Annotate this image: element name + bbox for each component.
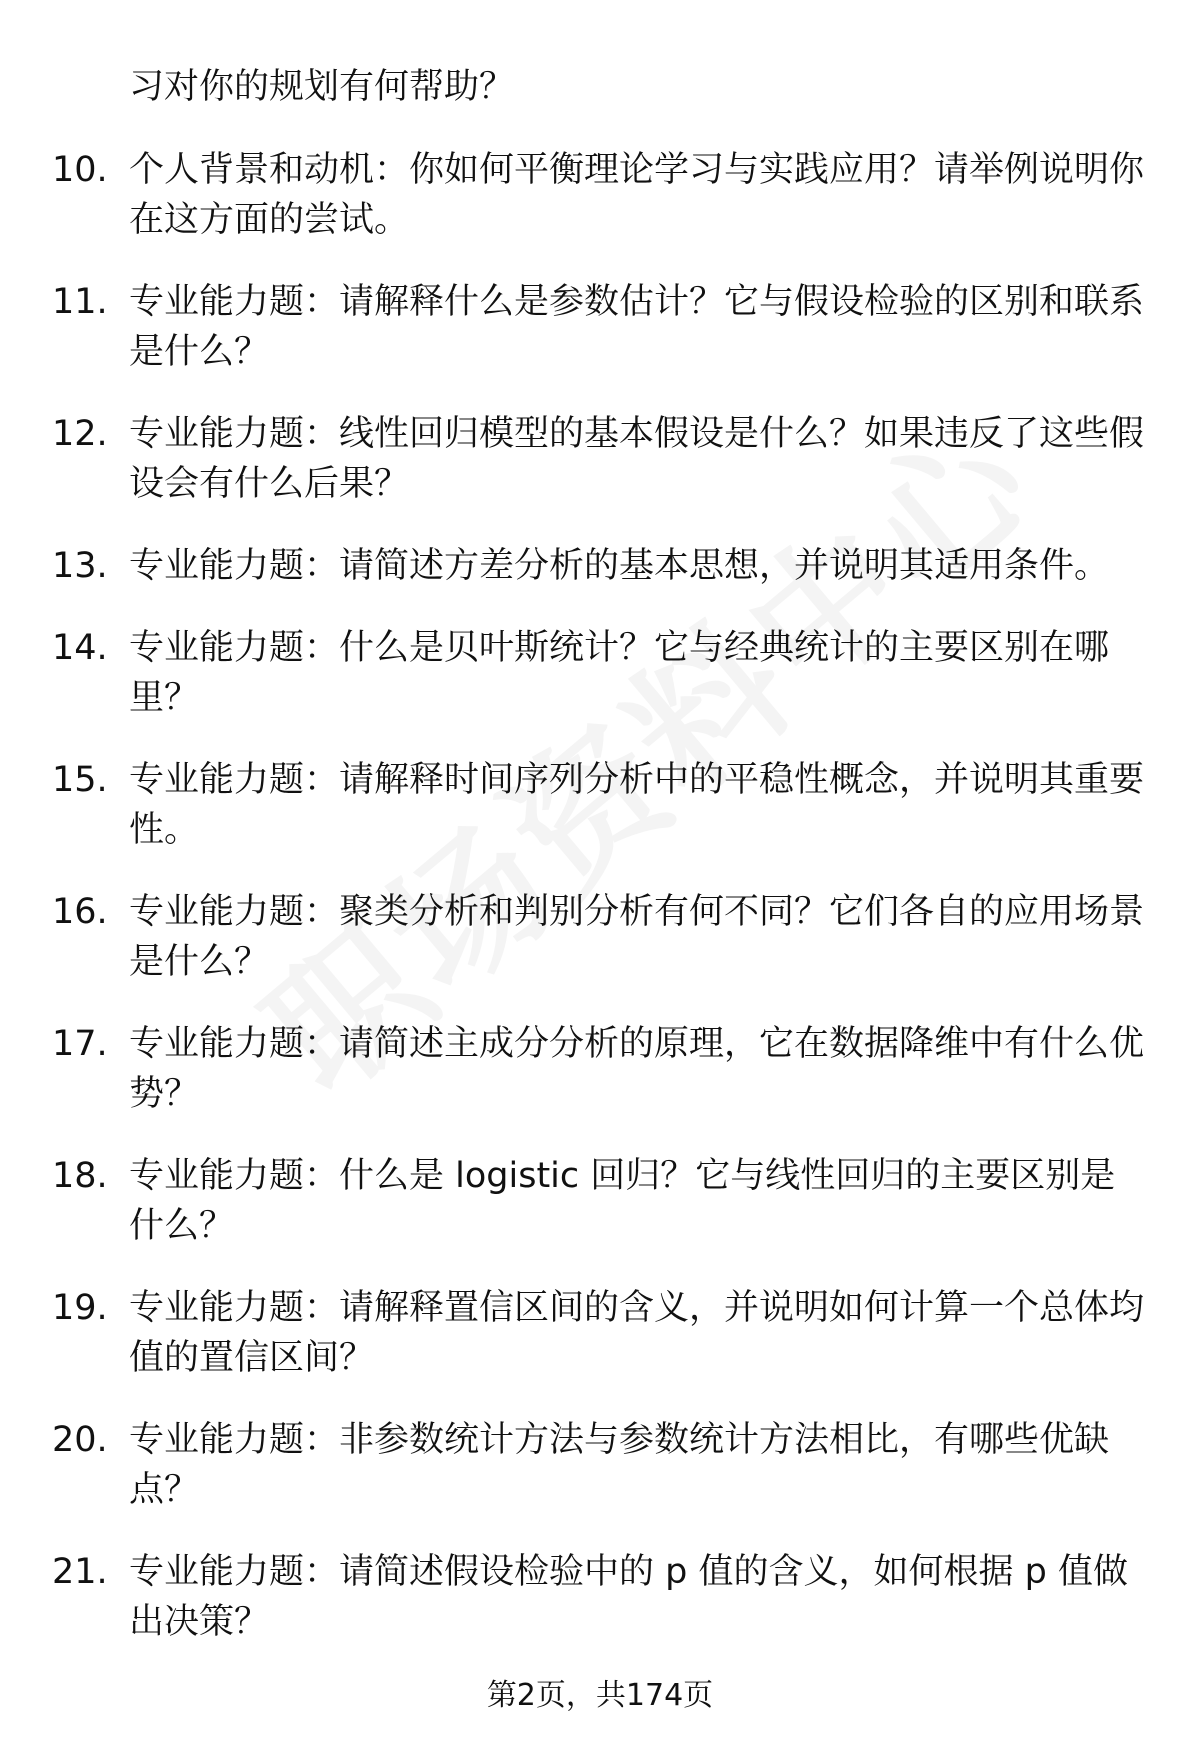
question-item	[0, 887, 1200, 987]
question-text: 专业能力题：请简述方差分析的基本思想，并说明其适用条件。	[129, 546, 1110, 586]
question-number: 16.	[52, 892, 108, 932]
question-number: 19.	[52, 1288, 108, 1328]
question-number: 15.	[52, 760, 108, 800]
question-text: 专业能力题：线性回归模型的基本假设是什么？如果违反了这些假设会有什么后果？	[129, 414, 1145, 504]
question-item	[0, 623, 1200, 723]
question-item	[0, 1415, 1200, 1515]
question-text: 专业能力题：请简述主成分分析的原理，它在数据降维中有什么优势？	[129, 1024, 1145, 1114]
question-item	[0, 1283, 1200, 1383]
question-text: 专业能力题：请解释时间序列分析中的平稳性概念，并说明其重要性。	[129, 760, 1145, 850]
question-item	[0, 541, 1200, 591]
question-text: 专业能力题：请解释什么是参数估计？它与假设检验的区别和联系是什么？	[129, 282, 1145, 372]
continuation-text: 习对你的规划有何帮助？	[129, 67, 515, 107]
question-item	[0, 409, 1200, 509]
question-list	[0, 145, 1200, 1679]
question-text: 个人背景和动机：你如何平衡理论学习与实践应用？请举例说明你在这方面的尝试。	[129, 150, 1145, 240]
question-text: 专业能力题：请解释置信区间的含义，并说明如何计算一个总体均值的置信区间？	[129, 1288, 1145, 1378]
question-number: 20.	[52, 1420, 108, 1460]
question-number: 21.	[52, 1552, 108, 1592]
question-number: 17.	[52, 1024, 108, 1064]
question-text: 专业能力题：请简述假设检验中的 p 值的含义，如何根据 p 值做出决策？	[129, 1552, 1128, 1642]
question-number: 11.	[52, 282, 108, 322]
question-number: 18.	[52, 1156, 108, 1196]
page-footer: 第2页，共174页	[486, 1678, 714, 1713]
question-item	[0, 1547, 1200, 1647]
question-number: 12.	[52, 414, 108, 454]
question-number: 13.	[52, 546, 108, 586]
question-number: 10.	[52, 150, 108, 190]
question-text: 专业能力题：什么是 logistic 回归？它与线性回归的主要区别是什么？	[129, 1156, 1116, 1246]
question-item	[0, 1019, 1200, 1119]
question-text: 专业能力题：什么是贝叶斯统计？它与经典统计的主要区别在哪里？	[129, 628, 1110, 718]
question-item	[0, 1151, 1200, 1251]
question-item	[0, 755, 1200, 855]
question-item	[0, 277, 1200, 377]
question-number: 14.	[52, 628, 108, 668]
question-text: 专业能力题：聚类分析和判别分析有何不同？它们各自的应用场景是什么？	[129, 892, 1145, 982]
question-item	[0, 145, 1200, 245]
question-text: 专业能力题：非参数统计方法与参数统计方法相比，有哪些优缺点？	[129, 1420, 1110, 1510]
